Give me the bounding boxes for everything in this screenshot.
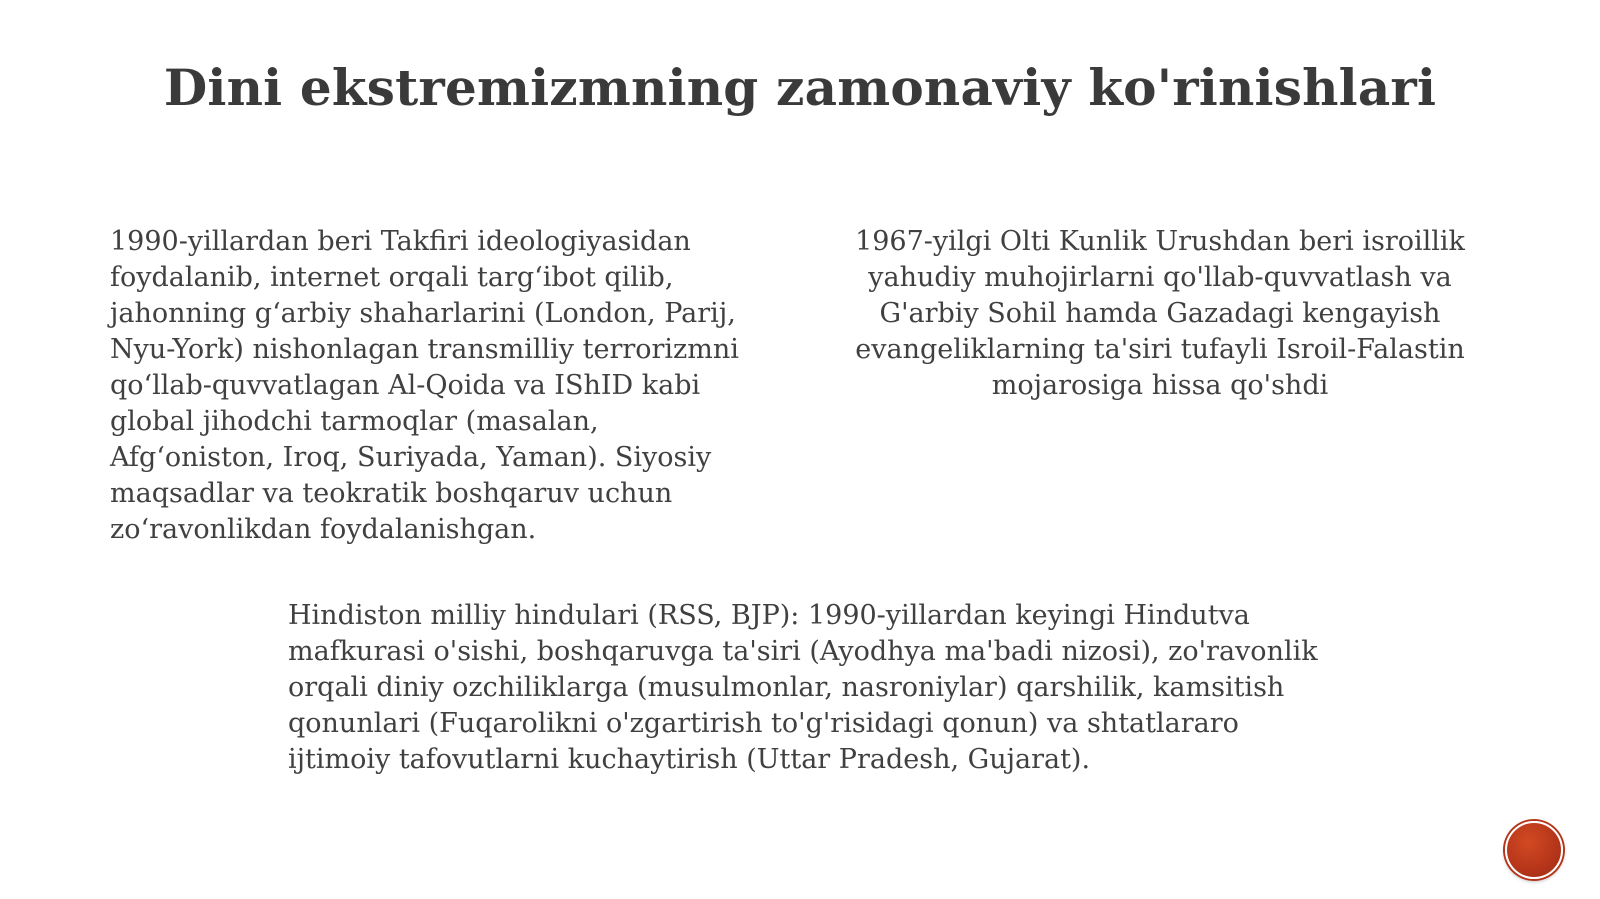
text-block-bottom: Hindiston milliy hindulari (RSS, BJP): 1990-yillardan keyingi Hindutva mafkurasi o'sishi, boshqaruvga ta'siri (Ayodhya ma'badi nizosi), zo'ravonlik orqali diniy ozchiliklarga (musulmonlar, nasroniylar) qarshilik, kamsitish qonunlari (Fuqarolikni o'zgartirish to'g'risidagi qonun) va shtatlararo ijtimoiy tafovutlarni kuchaytirish (Uttar Pradesh, Gujarat). — [288, 600, 1318, 775]
text-block-right: 1967-yilgi Olti Kunlik Urushdan beri isroillik yahudiy muhojirlarni qo'llab-quvvatlash va G'arbiy Sohil hamda Gazadagi kengayish evangeliklarning ta'siri tufayli Isroil-Falastin mojarosiga hissa qo'shdi — [855, 226, 1465, 401]
slide-title: Dini ekstremizmning zamonaviy ko'rinishlari — [163, 58, 1437, 117]
text-block-left: 1990-yillardan beri Takfiri ideologiyasidan foydalanib, internet orqali targ‘ibot qilib, jahonning g‘arbiy shaharlarini (London, Parij, Nyu-York) nishonlagan transmilliy terrorizmni qo‘llab-quvvatlagan Al-Qoida va IShID kabi global jihodchi tarmoqlar (masalan, Afg‘oniston, Iroq, Suriyada, Yaman). Siyosiy maqsadlar va teokratik boshqaruv uchun zo‘ravonlikdan foydalanishgan. — [110, 226, 739, 545]
slide-navigation-circle-icon[interactable] — [1505, 821, 1563, 879]
